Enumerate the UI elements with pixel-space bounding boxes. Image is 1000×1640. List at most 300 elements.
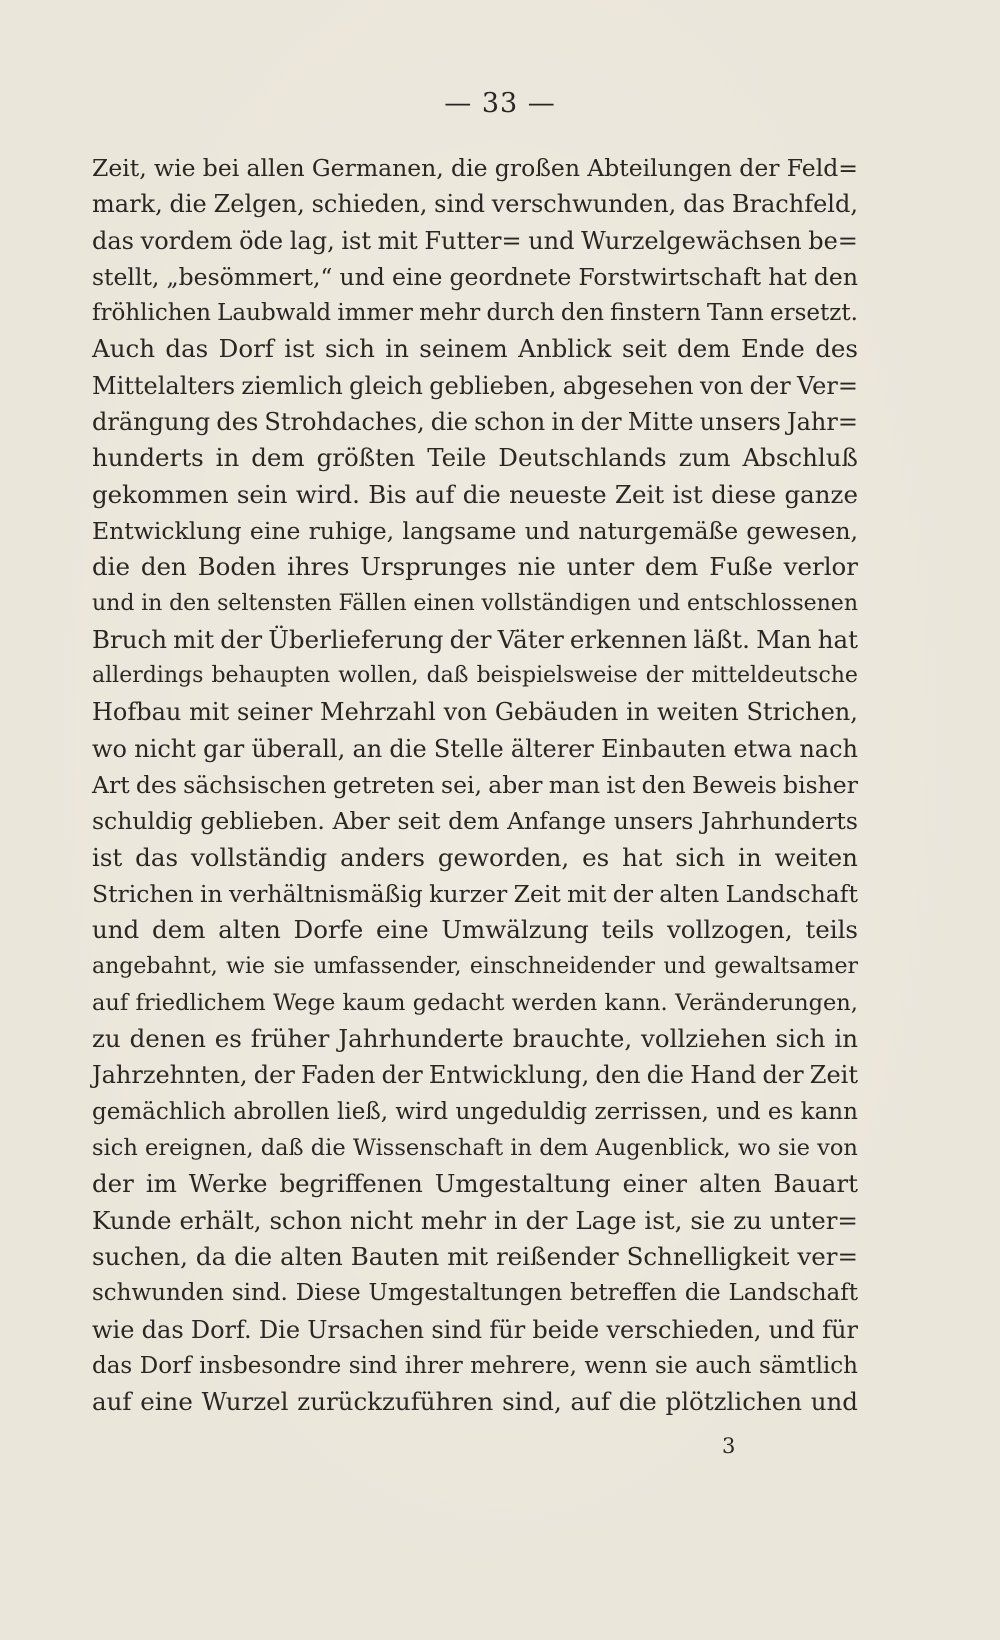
word: das <box>135 842 179 872</box>
word: der <box>92 1169 134 1199</box>
text-line <box>92 440 858 476</box>
word: Veränderungen, <box>674 989 858 1016</box>
word: gewesen, <box>746 516 858 545</box>
word: eine <box>391 262 443 291</box>
word: früher <box>250 1024 330 1054</box>
word: öde <box>239 226 284 255</box>
word: schuldig <box>92 807 193 836</box>
word: sind, <box>502 1387 562 1417</box>
word: Hand <box>690 1061 757 1090</box>
word: sind <box>434 190 485 219</box>
word: und <box>810 1387 858 1417</box>
word: behaupten <box>211 663 331 689</box>
word: Feld= <box>786 154 858 182</box>
word: mit <box>189 698 230 727</box>
word: Strohdaches, <box>264 408 425 437</box>
word: geblieben, <box>429 371 557 400</box>
word: vollziehen <box>641 1024 767 1054</box>
word: reißender <box>496 1241 619 1271</box>
word: lag, <box>289 226 335 255</box>
text-line <box>92 1057 858 1093</box>
word: immer <box>337 300 413 327</box>
word: ruhige, <box>308 516 395 545</box>
word: Werke <box>188 1169 268 1199</box>
word: beispielsweise <box>476 663 638 689</box>
word: begriffenen <box>279 1169 423 1199</box>
word: Zeit <box>809 1061 858 1090</box>
word: neueste <box>509 479 607 509</box>
word: wollen, <box>338 663 419 689</box>
word: die <box>389 734 427 763</box>
text-line <box>92 1312 858 1348</box>
word: nicht <box>134 734 196 763</box>
word: Landschaft <box>725 879 858 908</box>
word: Ende <box>740 334 805 364</box>
word: aber <box>488 771 543 800</box>
word: bei <box>202 154 240 182</box>
word: die <box>169 190 207 219</box>
word: geworden, <box>437 842 570 872</box>
word: Dorfe <box>293 915 364 945</box>
word: sächsischen <box>183 771 327 800</box>
body-text <box>92 150 858 1420</box>
text-line <box>92 1203 858 1239</box>
text-line <box>92 731 858 767</box>
word: Umgestaltungen <box>368 1280 563 1307</box>
word: die <box>451 154 488 182</box>
text-line <box>92 404 858 440</box>
word: einschneidender <box>469 953 656 979</box>
word: Entwicklung <box>92 516 242 545</box>
word: das <box>92 1352 133 1379</box>
word: Dorf <box>139 1352 192 1379</box>
word: in <box>199 879 223 908</box>
text-line <box>92 622 858 658</box>
word: verhältnismäßig <box>228 879 423 908</box>
word: mit <box>447 1241 489 1271</box>
word: ersetzt. <box>770 300 858 327</box>
word: Mittelalters <box>92 371 236 400</box>
word: man <box>548 771 601 800</box>
word: die <box>92 552 131 582</box>
word: kann. <box>604 989 668 1016</box>
word: sie <box>777 1135 810 1162</box>
word: auch <box>695 1352 752 1379</box>
word: ist <box>284 334 315 364</box>
word: brauchte, <box>512 1024 633 1054</box>
text-line <box>92 803 858 839</box>
word: den <box>169 590 211 616</box>
word: sind <box>431 1315 483 1344</box>
word: Umgestaltung <box>434 1169 611 1199</box>
word: ungeduldig <box>455 1098 588 1125</box>
word: wenn <box>584 1352 648 1379</box>
word: gemächlich <box>92 1098 226 1125</box>
word: durch <box>486 300 555 327</box>
word: Augenblick, <box>595 1135 731 1162</box>
word: vollständigen <box>481 590 632 616</box>
word: betreffen <box>570 1280 677 1307</box>
word: Ver= <box>797 371 858 400</box>
text-line <box>92 912 858 948</box>
word: und <box>524 516 571 545</box>
word: für <box>822 1315 858 1344</box>
word: wo <box>737 1135 771 1162</box>
word: es <box>214 1024 242 1054</box>
text-line <box>92 259 858 295</box>
word: das <box>92 226 134 255</box>
word: Mehrzahl <box>320 698 436 727</box>
word: sie <box>273 953 305 979</box>
word: der <box>749 371 791 400</box>
word: wird <box>395 1098 449 1125</box>
word: in <box>385 334 409 364</box>
word: mit <box>377 226 418 255</box>
word: weiten <box>656 698 739 727</box>
text-line <box>92 658 858 694</box>
word: sich <box>775 1024 826 1054</box>
word: ziemlich <box>241 371 343 400</box>
word: und <box>339 262 385 291</box>
word: Deutschlands <box>498 443 667 473</box>
word: schwunden <box>92 1280 224 1307</box>
word: stellt, <box>92 262 160 291</box>
word: entschlossenen <box>686 590 858 616</box>
word: mitteldeutsche <box>691 663 858 689</box>
word: gedacht <box>412 989 505 1016</box>
word: daß <box>426 663 469 689</box>
word: der <box>762 1061 804 1090</box>
word: sie <box>654 1352 688 1379</box>
word: Strichen <box>92 879 194 908</box>
word: mehr <box>419 300 481 327</box>
word: drängung <box>92 408 211 437</box>
word: die <box>684 1280 721 1307</box>
word: die <box>430 408 468 437</box>
word: werden <box>511 989 598 1016</box>
word: Entwicklung, <box>428 1061 590 1090</box>
word: Hofbau <box>92 698 182 727</box>
word: zurückzuführen <box>297 1387 494 1417</box>
word: dem <box>152 915 206 945</box>
page-number-header: — 33 — <box>444 88 556 119</box>
word: der <box>220 624 263 654</box>
word: Bruch <box>92 624 167 654</box>
word: Überlieferung <box>268 624 444 654</box>
word: be= <box>808 226 858 255</box>
word: die <box>234 1241 273 1271</box>
word: des <box>216 408 259 437</box>
word: seit <box>621 334 667 364</box>
word: von <box>817 1135 858 1162</box>
word: das <box>165 334 209 364</box>
word: Diese <box>295 1280 361 1307</box>
word: wie <box>153 154 196 182</box>
word: einen <box>413 590 475 616</box>
word: mit <box>567 879 607 908</box>
text-line <box>92 186 858 222</box>
word: das <box>141 1315 184 1344</box>
word: dem <box>539 1135 589 1162</box>
word: kurzer <box>429 879 508 908</box>
word: den <box>560 300 605 327</box>
text-line <box>92 513 858 549</box>
word: alten <box>698 1169 762 1199</box>
word: diese <box>711 479 777 509</box>
word: zum <box>678 443 731 473</box>
word: vollständig <box>190 842 328 872</box>
word: hunderts <box>92 443 204 473</box>
word: in <box>141 590 163 616</box>
word: teils <box>601 915 655 945</box>
word: nach <box>799 734 858 763</box>
word: Beweis <box>692 771 777 800</box>
signature-mark: 3 <box>722 1434 736 1458</box>
word: „besömmert,“ <box>166 262 333 291</box>
word: die <box>310 1135 346 1162</box>
word: dem <box>251 443 305 473</box>
text-line <box>92 1348 858 1384</box>
word: nie <box>517 552 556 582</box>
word: Schnelligkeit <box>626 1241 790 1271</box>
word: wo <box>92 734 127 763</box>
word: an <box>352 734 383 763</box>
word: mit <box>173 624 215 654</box>
word: in <box>215 443 240 473</box>
word: hat <box>768 262 807 291</box>
word: daß <box>260 1135 304 1162</box>
word: Jahrzehnten, <box>92 1061 248 1090</box>
word: und <box>637 590 681 616</box>
word: getreten <box>332 771 435 800</box>
word: sich <box>324 334 375 364</box>
word: Auch <box>92 334 155 364</box>
word: verlor <box>783 552 858 582</box>
word: schieden, <box>311 190 428 219</box>
word: wird. <box>295 479 360 509</box>
word: eine <box>375 915 429 945</box>
text-line <box>92 840 858 876</box>
word: Teile <box>427 443 487 473</box>
word: nicht <box>349 1205 413 1235</box>
word: und <box>716 1098 761 1125</box>
word: Ursprunges <box>360 552 507 582</box>
word: Brachfeld, <box>731 190 858 219</box>
word: und <box>768 1315 815 1344</box>
word: im <box>145 1169 177 1199</box>
word: alten <box>280 1241 343 1271</box>
word: ist, <box>644 1205 683 1235</box>
word: da <box>195 1241 227 1271</box>
word: Fuße <box>709 552 773 582</box>
word: geblieben. <box>200 807 325 836</box>
word: hat <box>817 624 858 654</box>
word: in <box>834 1024 858 1054</box>
text-line <box>92 1021 858 1057</box>
word: beide <box>532 1315 600 1344</box>
word: Bis <box>368 479 407 509</box>
word: sind <box>348 1352 398 1379</box>
word: Wurzelgewächsen <box>581 226 802 255</box>
text-line <box>92 1166 858 1202</box>
word: die <box>618 1387 657 1417</box>
word: sind. <box>231 1280 288 1307</box>
word: es <box>767 1098 794 1125</box>
text-line <box>92 767 858 803</box>
word: Wege <box>272 989 336 1016</box>
word: Ursachen <box>307 1315 425 1344</box>
word: gekommen <box>92 479 229 509</box>
word: Die <box>258 1315 301 1344</box>
word: auf <box>92 1387 132 1417</box>
word: zerrissen, <box>594 1098 709 1125</box>
word: schon <box>269 1205 343 1235</box>
word: friedlichem <box>135 989 266 1016</box>
text-line <box>92 949 858 985</box>
word: Dorf. <box>190 1315 252 1344</box>
word: dem <box>645 552 699 582</box>
word: Fällen <box>338 590 407 616</box>
word: in <box>494 1205 518 1235</box>
word: Jahrhunderte <box>338 1024 504 1054</box>
word: die <box>646 1061 685 1090</box>
word: Väter <box>497 624 564 654</box>
word: sie <box>690 1205 726 1235</box>
word: läßt. <box>693 624 750 654</box>
word: finstern <box>610 300 701 327</box>
word: und <box>663 953 706 979</box>
word: schon <box>474 408 546 437</box>
word: und <box>528 226 575 255</box>
word: vordem <box>140 226 233 255</box>
word: denen <box>129 1024 206 1054</box>
word: eine <box>249 516 301 545</box>
word: ereignen, <box>145 1135 254 1162</box>
word: auf <box>414 479 455 509</box>
word: in <box>626 698 650 727</box>
word: Zeit <box>513 879 561 908</box>
word: Futter= <box>424 226 522 255</box>
word: den <box>140 552 187 582</box>
word: Man <box>756 624 812 654</box>
text-line <box>92 295 858 331</box>
word: Anblick <box>518 334 612 364</box>
word: kann <box>800 1098 858 1125</box>
word: Strichen, <box>746 698 858 727</box>
word: seiner <box>236 698 313 727</box>
text-line <box>92 1384 858 1420</box>
word: der <box>580 408 622 437</box>
word: Bauart <box>773 1169 858 1199</box>
text-line <box>92 985 858 1021</box>
word: hat <box>622 842 663 872</box>
word: Aber <box>332 807 390 836</box>
word: größten <box>316 443 416 473</box>
word: seit <box>397 807 441 836</box>
word: gewaltsamer <box>714 953 858 979</box>
word: sein <box>236 479 288 509</box>
word: verschieden, <box>606 1315 762 1344</box>
word: abrollen <box>233 1098 330 1125</box>
text-line <box>92 549 858 585</box>
word: ver= <box>797 1241 858 1271</box>
word: auf <box>570 1387 610 1417</box>
word: und <box>92 915 140 945</box>
word: Forstwirtschaft <box>578 262 762 291</box>
word: von <box>443 698 488 727</box>
word: weiten <box>774 842 858 872</box>
word: eine <box>140 1387 193 1417</box>
word: der <box>525 1205 568 1235</box>
text-line <box>92 223 858 259</box>
text-line <box>92 876 858 912</box>
word: mehr <box>420 1205 487 1235</box>
word: Lage <box>575 1205 637 1235</box>
word: zu <box>92 1024 121 1054</box>
word: sei, <box>441 771 482 800</box>
text-line <box>92 1239 858 1275</box>
text-line <box>92 694 858 730</box>
word: Abteilungen <box>587 154 733 182</box>
word: ließ, <box>337 1098 389 1125</box>
word: allerdings <box>92 663 204 689</box>
word: ist <box>92 842 123 872</box>
word: erhält, <box>179 1205 262 1235</box>
word: älterer <box>510 734 594 763</box>
word: gar <box>203 734 245 763</box>
word: geordnete <box>449 262 572 291</box>
word: überall, <box>251 734 346 763</box>
word: erkennen <box>569 624 688 654</box>
word: ihrer <box>404 1352 463 1379</box>
word: der <box>449 624 492 654</box>
word: wie <box>226 953 266 979</box>
word: insbesondre <box>199 1352 342 1379</box>
word: der <box>381 1061 423 1090</box>
word: gleich <box>349 371 423 400</box>
word: sich <box>675 842 726 872</box>
word: unsers <box>699 408 781 437</box>
word: langsame <box>402 516 517 545</box>
word: unter <box>566 552 635 582</box>
word: Germanen, <box>311 154 444 182</box>
word: Dorf <box>218 334 274 364</box>
word: alten <box>659 879 720 908</box>
word: Jahr= <box>787 408 858 437</box>
word: dem <box>677 334 731 364</box>
word: ihres <box>287 552 350 582</box>
word: Wissenschaft <box>352 1135 504 1162</box>
word: unsers <box>613 807 694 836</box>
word: Laubwald <box>217 300 332 327</box>
text-line <box>92 477 858 513</box>
text-line <box>92 368 858 404</box>
word: sich <box>92 1135 138 1162</box>
word: einer <box>622 1169 687 1199</box>
word: der <box>612 879 653 908</box>
word: anders <box>340 842 425 872</box>
word: Gebäuden <box>494 698 619 727</box>
word: angebahnt, <box>92 953 218 979</box>
word: etwa <box>733 734 793 763</box>
word: ist <box>672 479 703 509</box>
word: ist <box>341 226 372 255</box>
word: teils <box>805 915 858 945</box>
word: suchen, <box>92 1241 188 1271</box>
word: Tann <box>706 300 764 327</box>
word: und <box>92 590 135 616</box>
word: Zeit <box>614 479 665 509</box>
